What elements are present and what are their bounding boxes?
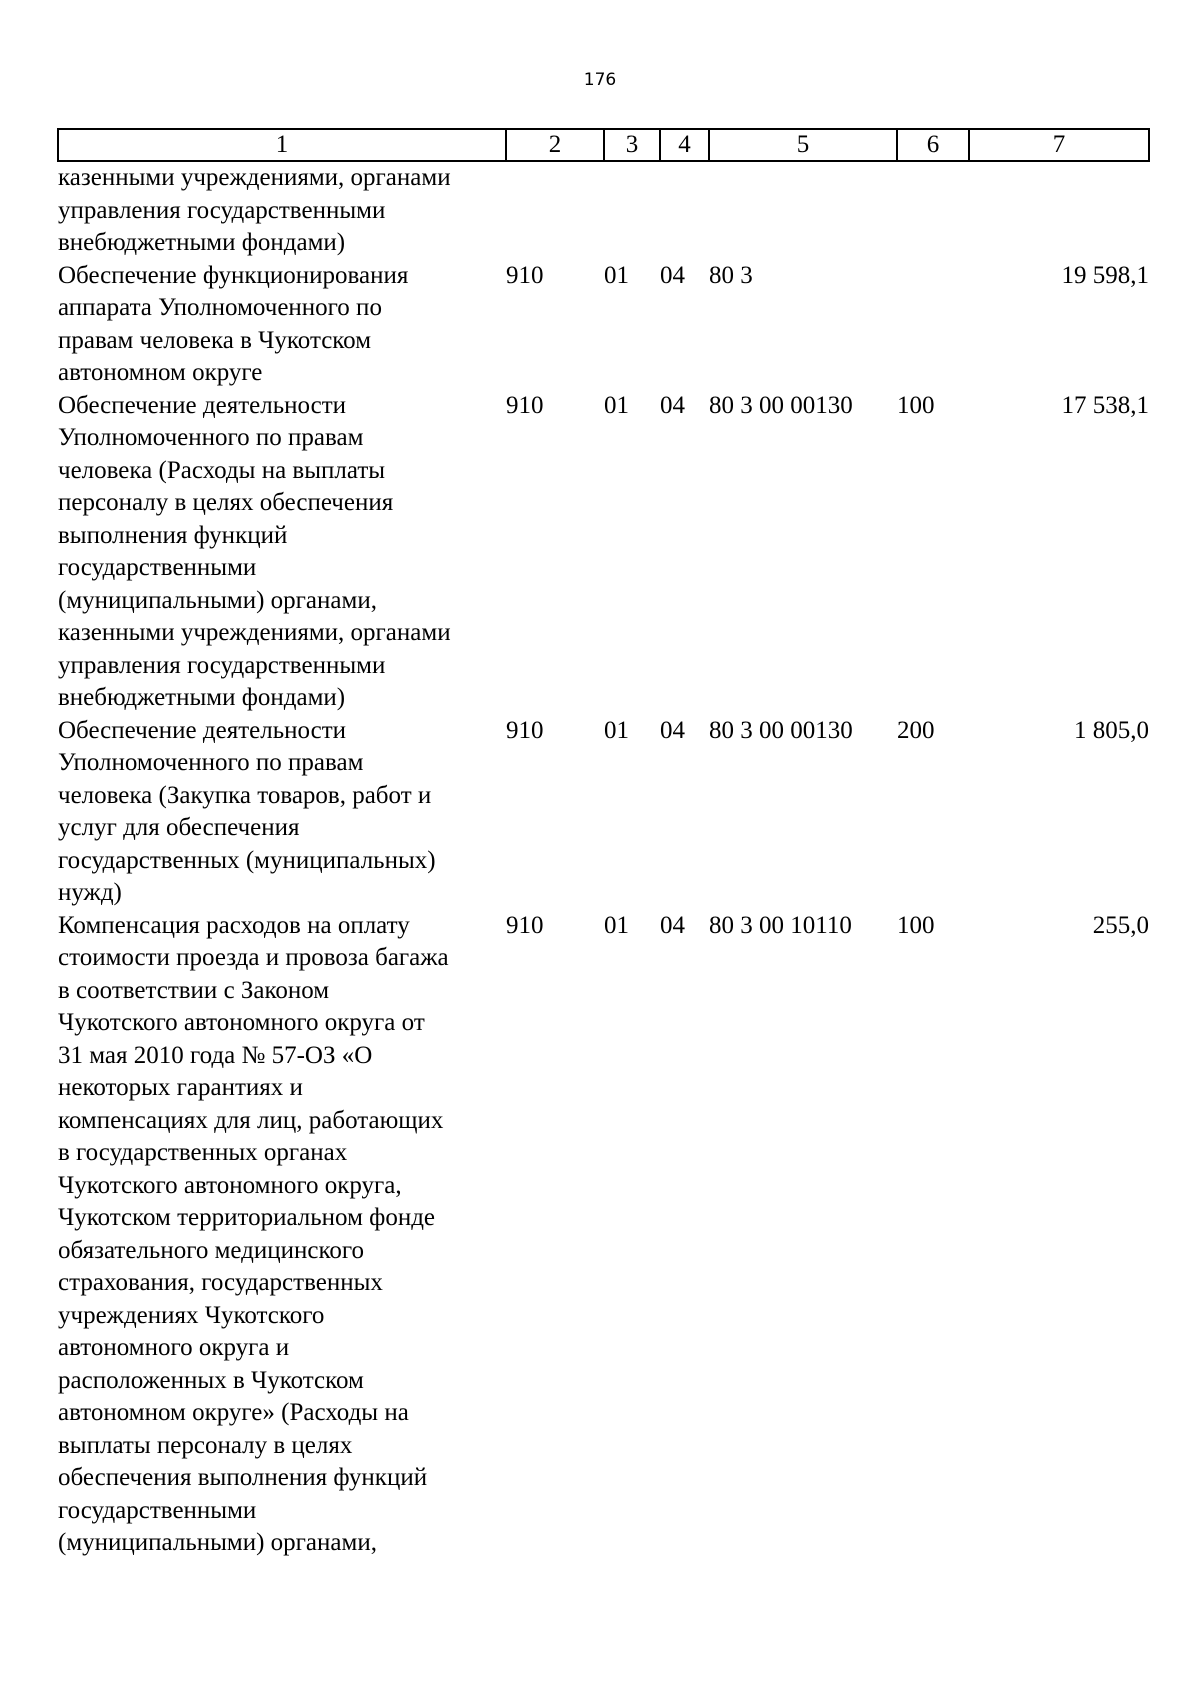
row-expense-type	[897, 260, 969, 390]
row-expense-type	[897, 161, 969, 260]
header-col-7: 7	[969, 129, 1149, 161]
row-amount: 255,0	[1092, 911, 1149, 939]
header-col-5: 5	[709, 129, 897, 161]
header-col-4: 4	[660, 129, 709, 161]
row-name: казенными учреждениями, органами управления государственными внебюджетными фондами)	[58, 164, 451, 256]
row-target-code: 80 3 00 00130	[709, 716, 853, 744]
row-ministry-code: 910	[506, 391, 544, 419]
row-name: Компенсация расходов на оплату стоимости проезда и провоза багажа в соответствии с Законом Чукотского автономного округа от 31 мая 2010 года № 57-ОЗ «О некоторых гарантиях и компенсациях для лиц, работающих в государственных органах Чукотского автономного округа, Чукотском территориальном фонде обязательного медицинского страхования, государственных учреждениях Чукотского автономного округа и расположенных в Чукотском автономном округе» (Расходы на выплаты персоналу в целях обеспечения выполнения функций государственными (муниципальными) органами,	[58, 911, 449, 1556]
row-name: Обеспечение деятельности Уполномоченного по правам человека (Закупка товаров, работ и услуг для обеспечения государственных (муниципальных) нужд)	[58, 716, 436, 906]
table-row	[58, 260, 1149, 390]
row-expense-type: 200	[897, 716, 935, 744]
row-name: Обеспечение функционирования аппарата Уполномоченного по правам человека в Чукотском автономном округе	[58, 261, 409, 386]
row-target-code: 80 3 00 00130	[709, 391, 853, 419]
row-subsection-code: 04	[660, 391, 685, 419]
row-target-code: 80 3	[709, 261, 753, 289]
row-target-code	[709, 161, 897, 260]
row-target-code: 80 3 00 10110	[709, 911, 852, 939]
header-col-1: 1	[58, 129, 506, 161]
row-ministry-code: 910	[506, 716, 544, 744]
table-row	[58, 715, 1149, 910]
row-name: Обеспечение деятельности Уполномоченного по правам человека (Расходы на выплаты персоналу в целях обеспечения выполнения функций государственными (муниципальными) органами, казенными учреждениями, органами управления государственными внебюджетными фондами)	[58, 391, 451, 711]
row-section-code	[604, 161, 660, 260]
header-col-2: 2	[506, 129, 604, 161]
header-row	[58, 129, 1149, 161]
row-expense-type: 100	[897, 911, 935, 939]
table-row	[58, 161, 1149, 260]
budget-table-container	[57, 128, 1148, 1560]
row-ministry-code: 910	[506, 261, 544, 289]
row-amount: 17 538,1	[1061, 391, 1149, 419]
row-amount: 19 598,1	[1061, 261, 1149, 289]
header-col-3: 3	[604, 129, 660, 161]
row-subsection-code: 04	[660, 261, 685, 289]
header-col-6: 6	[897, 129, 969, 161]
row-subsection-code: 04	[660, 716, 685, 744]
row-section-code: 01	[604, 261, 629, 289]
page-number: 176	[583, 70, 617, 90]
table-row	[58, 390, 1149, 715]
table-row	[58, 910, 1149, 1560]
budget-table	[57, 128, 1150, 1560]
row-ministry-code: 910	[506, 911, 544, 939]
row-section-code: 01	[604, 911, 629, 939]
row-expense-type: 100	[897, 391, 935, 419]
row-section-code: 01	[604, 391, 629, 419]
row-ministry-code	[506, 161, 604, 260]
row-subsection-code: 04	[660, 911, 685, 939]
row-subsection-code	[660, 161, 709, 260]
row-amount: 1 805,0	[1074, 716, 1149, 744]
row-amount	[969, 161, 1149, 260]
row-section-code: 01	[604, 716, 629, 744]
